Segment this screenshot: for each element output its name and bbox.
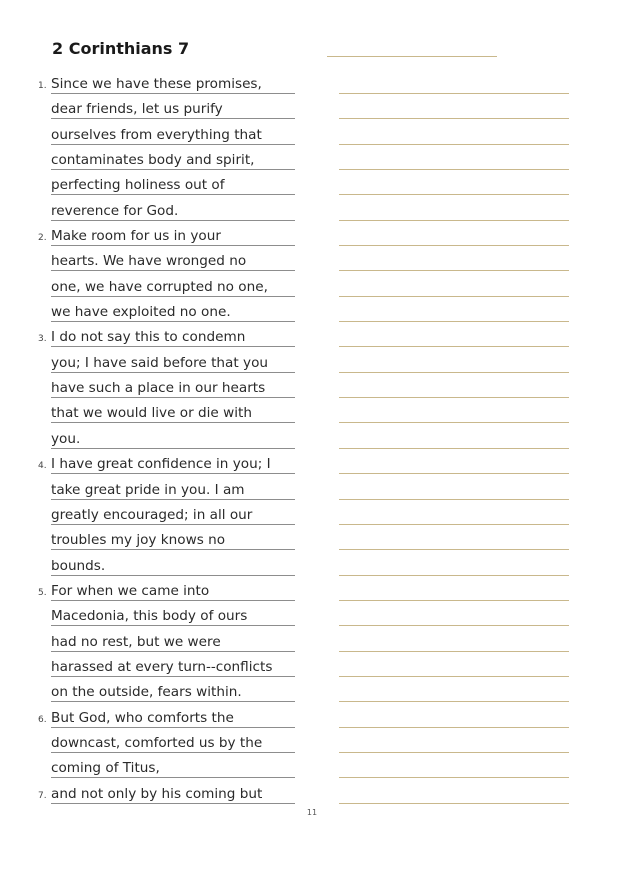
- verse-line: [0, 679, 624, 704]
- text-underline: [51, 777, 295, 778]
- page-number: 11: [306, 808, 318, 817]
- text-underline: [51, 144, 295, 145]
- text-underline: [51, 270, 295, 271]
- text-underline: [51, 499, 295, 500]
- writing-line[interactable]: [339, 676, 569, 677]
- verse-text: troubles my joy knows no: [51, 532, 226, 549]
- text-underline: [51, 625, 295, 626]
- verse-line: [0, 198, 624, 223]
- writing-line[interactable]: [339, 448, 569, 449]
- writing-line[interactable]: [339, 346, 569, 347]
- verse-text: Since we have these promises,: [51, 76, 262, 92]
- writing-line[interactable]: [339, 296, 569, 297]
- text-underline: [51, 93, 295, 94]
- verse-text: greatly encouraged; in all our: [51, 506, 253, 523]
- verse-line: [0, 375, 624, 400]
- writing-line[interactable]: [339, 422, 569, 423]
- verse-line: [0, 299, 624, 324]
- writing-line[interactable]: [339, 625, 569, 626]
- verse-text: hearts. We have wronged no: [51, 253, 247, 270]
- verse-line: [0, 122, 624, 147]
- verse-text: and not only by his coming but: [51, 785, 263, 802]
- text-underline: [51, 701, 295, 702]
- verse-text: For when we came into: [51, 582, 210, 599]
- verse-lines: [0, 71, 624, 806]
- verse-line: [0, 147, 624, 172]
- verse-text: had no rest, but we were: [51, 633, 221, 650]
- text-underline: [51, 169, 295, 170]
- verse-text: take great pride in you. I am: [51, 481, 245, 498]
- text-underline: [51, 118, 295, 119]
- text-underline: [51, 397, 295, 398]
- verse-text: coming of Titus,: [51, 760, 160, 777]
- text-underline: [51, 194, 295, 195]
- text-underline: [51, 422, 295, 423]
- writing-line[interactable]: [339, 727, 569, 728]
- writing-line[interactable]: [339, 144, 569, 145]
- verse-line: [0, 96, 624, 121]
- writing-line[interactable]: [339, 803, 569, 804]
- text-underline: [51, 549, 295, 550]
- writing-line[interactable]: [339, 473, 569, 474]
- verse-line: [0, 730, 624, 755]
- verse-line: [0, 553, 624, 578]
- verse-text: reverence for God.: [51, 202, 179, 219]
- verse-number: 1.: [38, 81, 47, 91]
- writing-line[interactable]: [339, 600, 569, 601]
- text-underline: [51, 600, 295, 601]
- verse-line: [0, 654, 624, 679]
- verse-line: [0, 324, 624, 349]
- verse-text: bounds.: [51, 557, 106, 574]
- writing-line[interactable]: [339, 499, 569, 500]
- writing-line[interactable]: [339, 397, 569, 398]
- verse-number: 5.: [38, 587, 47, 598]
- writing-line[interactable]: [339, 524, 569, 525]
- verse-text: Macedonia, this body of ours: [51, 608, 248, 625]
- text-underline: [51, 651, 295, 652]
- verse-text: perfecting holiness out of: [51, 177, 225, 194]
- verse-line: [0, 400, 624, 425]
- writing-line[interactable]: [339, 270, 569, 271]
- verse-line: [0, 71, 624, 96]
- verse-text: contaminates body and spirit,: [51, 152, 255, 169]
- verse-text: I do not say this to condemn: [51, 329, 246, 346]
- text-underline: [51, 575, 295, 576]
- verse-text: I have great confidence in you; I: [51, 456, 271, 473]
- page-title: 2 Corinthians 7: [52, 39, 190, 58]
- text-underline: [51, 752, 295, 753]
- verse-line: [0, 248, 624, 273]
- text-underline: [51, 727, 295, 728]
- writing-line[interactable]: [339, 575, 569, 576]
- verse-text: one, we have corrupted no one,: [51, 278, 268, 295]
- verse-line: [0, 705, 624, 730]
- verse-line: [0, 451, 624, 476]
- verse-line: [0, 603, 624, 628]
- text-underline: [51, 346, 295, 347]
- writing-line[interactable]: [339, 777, 569, 778]
- text-underline: [51, 473, 295, 474]
- text-underline: [51, 321, 295, 322]
- verse-number: 3.: [38, 334, 47, 345]
- writing-line[interactable]: [339, 372, 569, 373]
- verse-line: [0, 350, 624, 375]
- writing-line[interactable]: [339, 549, 569, 550]
- text-underline: [51, 803, 295, 804]
- writing-line[interactable]: [339, 321, 569, 322]
- writing-line[interactable]: [339, 194, 569, 195]
- text-underline: [51, 245, 295, 246]
- writing-line[interactable]: [339, 245, 569, 246]
- writing-line[interactable]: [339, 220, 569, 221]
- verse-line: [0, 223, 624, 248]
- verse-number: 6.: [38, 714, 47, 725]
- verse-line: [0, 755, 624, 780]
- verse-text: Make room for us in your: [51, 228, 221, 245]
- writing-line[interactable]: [339, 169, 569, 170]
- verse-line: [0, 527, 624, 552]
- verse-line: [0, 172, 624, 197]
- verse-number: 4.: [38, 461, 47, 472]
- verse-text: you; I have said before that you: [51, 354, 268, 371]
- verse-line: [0, 426, 624, 451]
- verse-text: But God, who comforts the: [51, 709, 234, 726]
- writing-line[interactable]: [339, 93, 569, 94]
- text-underline: [51, 372, 295, 373]
- verse-number: 2.: [38, 233, 47, 244]
- text-underline: [51, 524, 295, 525]
- verse-text: we have exploited no one.: [51, 304, 231, 321]
- verse-line: [0, 629, 624, 654]
- verse-text: dear friends, let us purify: [51, 101, 223, 118]
- verse-text: ourselves from everything that: [51, 126, 262, 143]
- verse-line: [0, 781, 624, 806]
- text-underline: [51, 448, 295, 449]
- writing-line[interactable]: [339, 651, 569, 652]
- writing-line[interactable]: [339, 118, 569, 119]
- verse-text: have such a place in our hearts: [51, 380, 266, 397]
- verse-text: harassed at every turn--conflicts: [51, 658, 273, 675]
- text-underline: [51, 220, 295, 221]
- verse-line: [0, 502, 624, 527]
- verse-text: that we would live or die with: [51, 405, 252, 422]
- verse-number: 7.: [38, 790, 47, 801]
- writing-line[interactable]: [339, 752, 569, 753]
- verse-line: [0, 477, 624, 502]
- title-writing-line: [327, 56, 497, 57]
- verse-text: you.: [51, 430, 81, 447]
- text-underline: [51, 676, 295, 677]
- verse-line: [0, 274, 624, 299]
- text-underline: [51, 296, 295, 297]
- writing-line[interactable]: [339, 701, 569, 702]
- verse-text: on the outside, fears within.: [51, 684, 242, 701]
- verse-line: [0, 578, 624, 603]
- verse-text: downcast, comforted us by the: [51, 734, 263, 751]
